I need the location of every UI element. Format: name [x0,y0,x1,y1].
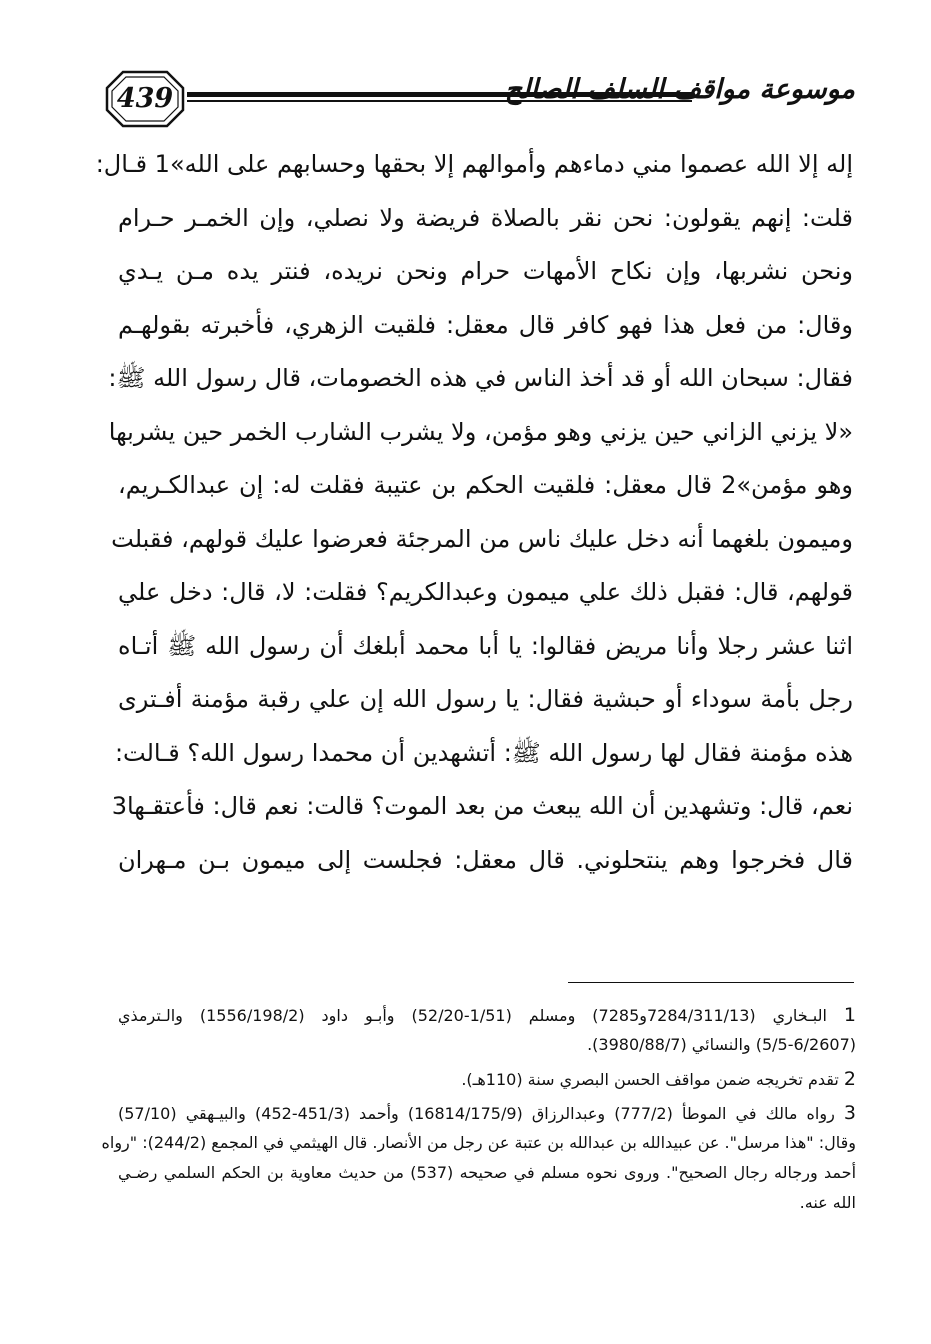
page-number: 439 [116,83,174,114]
footnote-3 [101,1098,857,1218]
footnote-text: البـخاري (7284/311/13و7285) ومسلم (1/51-52/20) وأبـو داود (1556/198/2) والـترمذي [118,1006,827,1025]
text-line: فقال: سبحان الله أو قد أخذ الناس في هذه الخصومات، قال رسول الله ﷺ: [108,364,853,392]
footnote-number: 1 [843,1004,856,1026]
text-line: اثنا عشر رجلا وأنا مريض فقالوا: يا أبا محمد أبلغك أن رسول الله ﷺ أتـاه [118,631,853,660]
text-line: هذه مؤمنة فقال لها رسول الله ﷺ: أتشهدين أن محمدا رسول الله؟ قـالت: [114,738,853,767]
text-line: قولهم، قال: فقبل ذلك علي ميمون وعبدالكريم؟ فقلت: لا، قال: دخل علي [118,578,853,606]
footnote-number: 3 [843,1102,857,1124]
text-line: قلت: إنهم يقولون: نحن نقر بالصلاة فريضة ولا نصلي، وإن الخمـر حـرام [118,203,853,232]
text-line: إله إلا الله عصموا مني دماءهم وأموالهم إلا بحقها وحسابهم على الله»1 قـال: [95,150,853,178]
footnote-1 [118,1000,856,1060]
text-line: وميمون بلغهما أنه دخل عليك ناس من المرجئة فعرضوا عليك قولهم، فقبلت [111,524,853,553]
text-line: وقال: من فعل هذا فهو كافر قال معقل: فلقيت الزهري، فأخبرته بقولهـم [118,310,853,339]
footnote-separator [568,982,854,983]
page-header [95,62,855,132]
footnote-text: وقال: "هذا مرسل". عن عبيدالله بن عبدالله بن عتبة عن رجل من الأنصار. قال الهيثمي في المجمع (244/2): "رواه [101,1133,856,1152]
text-line: رجل بأمة سوداء أو حبشية فقال: يا رسول الله إن علي رقبة مؤمنة أفـترى [118,685,853,713]
footnote-text: الله عنه. [799,1193,856,1212]
footnote-text: (5/5-6/2607) والنسائي (3980/88/7). [587,1035,856,1054]
page-number-badge [105,70,185,128]
text-line: «لا يزني الزاني حين يزني وهو مؤمن، ولا يشرب الشارب الخمر حين يشربها [108,417,853,446]
footnotes [101,1000,857,1222]
text-line: نعم، قال: وتشهدين أن الله يبعث من بعد الموت؟ قالت: نعم قال: فأعتقـها3 [111,792,853,820]
text-line: ونحن نشربها، وإن نكاح الأمهات حرام ونحن نريده، فنتر يده مـن يـدي [118,257,853,285]
book-title: موسوعة مواقف السلف الصالح [504,74,855,105]
footnote-2 [118,1064,856,1094]
main-text [95,138,853,887]
text-line: قال فخرجوا وهم ينتحلوني. قال معقل: فجلست إلى ميمون بـن مـهران [118,845,853,874]
footnote-number: 2 [843,1068,856,1090]
text-line: وهو مؤمن»2 قال معقل: فلقيت الحكم بن عتيبة فقلت له: إن عبدالكـريم، [118,471,853,499]
footnote-text: تقدم تخريجه ضمن مواقف الحسن البصري سنة (110هـ). [461,1070,839,1089]
footnote-text: أحمد ورجاله رجال الصحيح". وروى نحوه مسلم في صحيحه (537) من حديث معاوية بن الحكم السلمي رضـي [118,1163,857,1182]
footnote-text: رواه مالك في الموطأ (777/2) وعبدالرزاق (16814/175/9) وأحمد (451/3-452) والبيـهقي (57/10) [118,1104,835,1123]
